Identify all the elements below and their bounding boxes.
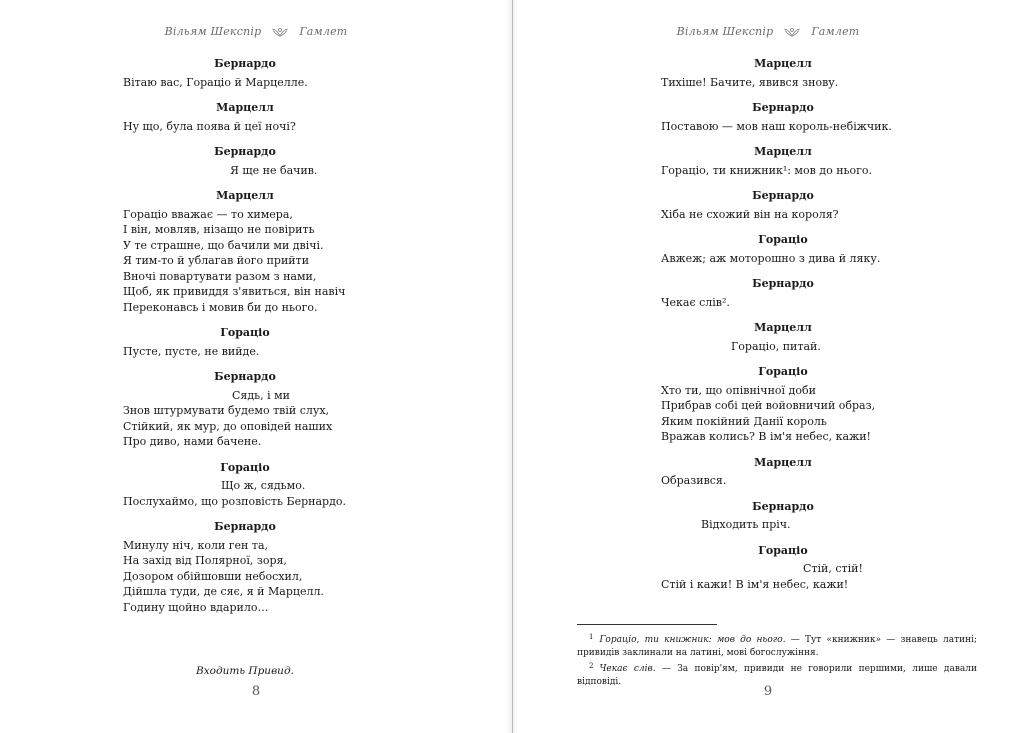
verse-line: Тихіше! Бачите, явився знову. (661, 75, 839, 89)
footnote-number: 1 (589, 633, 594, 641)
verse-line: І він, мовляв, нізащо не повірить (123, 223, 315, 236)
header-author: Вільям Шекспір (676, 25, 774, 38)
speaker-name: Бернардо (752, 189, 814, 202)
verse-line: Вітаю вас, Гораціо й Марцелле. (123, 75, 308, 89)
speaker-name: Марцелл (216, 189, 274, 202)
verse-line: Вночі повартувати разом з нами, (123, 269, 317, 283)
verse-line: Стійкий, як мур, до оповідей наших (123, 419, 333, 433)
right-page (512, 0, 1024, 733)
verse-line: Стій і кажи! В ім'я небес, кажи! (661, 577, 849, 591)
header-author: Вільям Шекспір (164, 25, 262, 38)
verse-line: Яким покійний Данії король (661, 414, 827, 428)
footnotes (577, 624, 977, 689)
verse-line: Гораціо вважає — то химера, (123, 207, 293, 221)
footnote (577, 631, 977, 660)
speaker-name: Бернардо (214, 145, 276, 158)
speaker-name: Гораціо (220, 326, 270, 339)
speaker-name: Марцелл (754, 145, 812, 158)
verse-line: Чекає слів². (661, 295, 730, 309)
verse-line: Гораціо, питай. (731, 339, 821, 353)
header-title: Гамлет (811, 25, 860, 38)
verse-line: Про диво, нами бачене. (123, 435, 262, 448)
footnote-lead: Чекає слів. (599, 664, 656, 674)
speaker-name: Марцелл (754, 321, 812, 334)
verse-line: На захід від Полярної, зоря, (123, 554, 287, 567)
verse-line: Дозором обійшовши небосхил, (123, 569, 303, 583)
footnote-lead: Гораціо, ти книжник: мов до нього. (599, 635, 786, 645)
footnote-number: 2 (589, 662, 594, 670)
verse-line: Пусте, пусте, не вийде. (123, 344, 260, 358)
speaker-name: Марцелл (754, 455, 812, 469)
page-number-right: 9 (763, 684, 773, 699)
left-text-block (123, 56, 367, 615)
right-text-block (661, 56, 905, 592)
verse-line: Авжеж; аж моторошно з дива й ляку. (661, 251, 881, 265)
footnote-rule (577, 624, 717, 625)
speaker-name: Бернардо (752, 101, 814, 114)
verse-line: Відходить пріч. (701, 518, 791, 531)
verse-line: Гораціо, ти книжник¹: мов до нього. (661, 163, 873, 177)
speaker-name: Бернардо (752, 499, 814, 513)
verse-line: Прибрав собі цей войовничий образ, (661, 399, 876, 412)
speaker-name: Марцелл (754, 57, 812, 70)
verse-line: Хто ти, що опівнічної доби (661, 383, 816, 397)
verse-line: Що ж, сядьмо. (221, 479, 306, 492)
verse-line: Я тим-то й ублагав його прийти (123, 254, 310, 267)
speaker-name: Марцелл (216, 101, 274, 114)
running-header-left (0, 25, 512, 38)
speaker-name: Гораціо (758, 233, 808, 246)
footnote-text: — Тут «книжник» — знавець латині; привидів заклинали на латині, мові богослужіння. (577, 635, 977, 658)
verse-line: Хіба не схожий він на короля? (661, 207, 839, 221)
verse-line: Я ще не бачив. (230, 163, 318, 177)
speaker-name: Бернардо (214, 370, 276, 383)
verse-line: Знов штурмувати будемо твій слух, (123, 404, 330, 417)
verse-line: Годину щойно вдарило… (123, 600, 269, 614)
verse-line: У те страшне, що бачили ми двічі. (123, 238, 324, 252)
footnote-text: — За повір'ям, привиди не говорили першими, лише давали відповіді. (577, 664, 977, 687)
stage-direction: Входить Привид. (196, 665, 294, 677)
laurel-ornament-icon (783, 26, 801, 38)
speaker-name: Гораціо (220, 460, 270, 474)
verse-line: Стій, стій! (803, 562, 863, 575)
verse-line: Вражав колись? В ім'я небес, кажи! (661, 430, 871, 443)
speaker-name: Гораціо (758, 543, 808, 557)
laurel-ornament-icon (271, 26, 289, 38)
speaker-name: Бернардо (214, 520, 276, 533)
page-number-left: 8 (251, 684, 261, 699)
speaker-name: Гораціо (758, 365, 808, 378)
verse-line: Сядь, і ми (232, 388, 291, 402)
verse-line: Образився. (661, 474, 727, 487)
verse-line: Минулу ніч, коли ген та, (123, 538, 269, 552)
running-header-right (512, 25, 1024, 38)
verse-line: Ну що, була поява й цеї ночі? (123, 119, 296, 133)
footnote-list (577, 631, 977, 689)
verse-line: Переконавсь і мовив би до нього. (123, 300, 318, 314)
speaker-name: Бернардо (752, 277, 814, 290)
verse-line: Послухаймо, що розповість Бернардо. (123, 494, 346, 508)
verse-line: Поставою — мов наш король-небіжчик. (661, 119, 892, 133)
header-title: Гамлет (299, 25, 348, 38)
verse-line: Дійшла туди, де сяє, я й Марцелл. (123, 585, 324, 598)
verse-line: Щоб, як привиддя з'явиться, він навіч (123, 285, 346, 298)
speaker-name: Бернардо (214, 57, 276, 70)
